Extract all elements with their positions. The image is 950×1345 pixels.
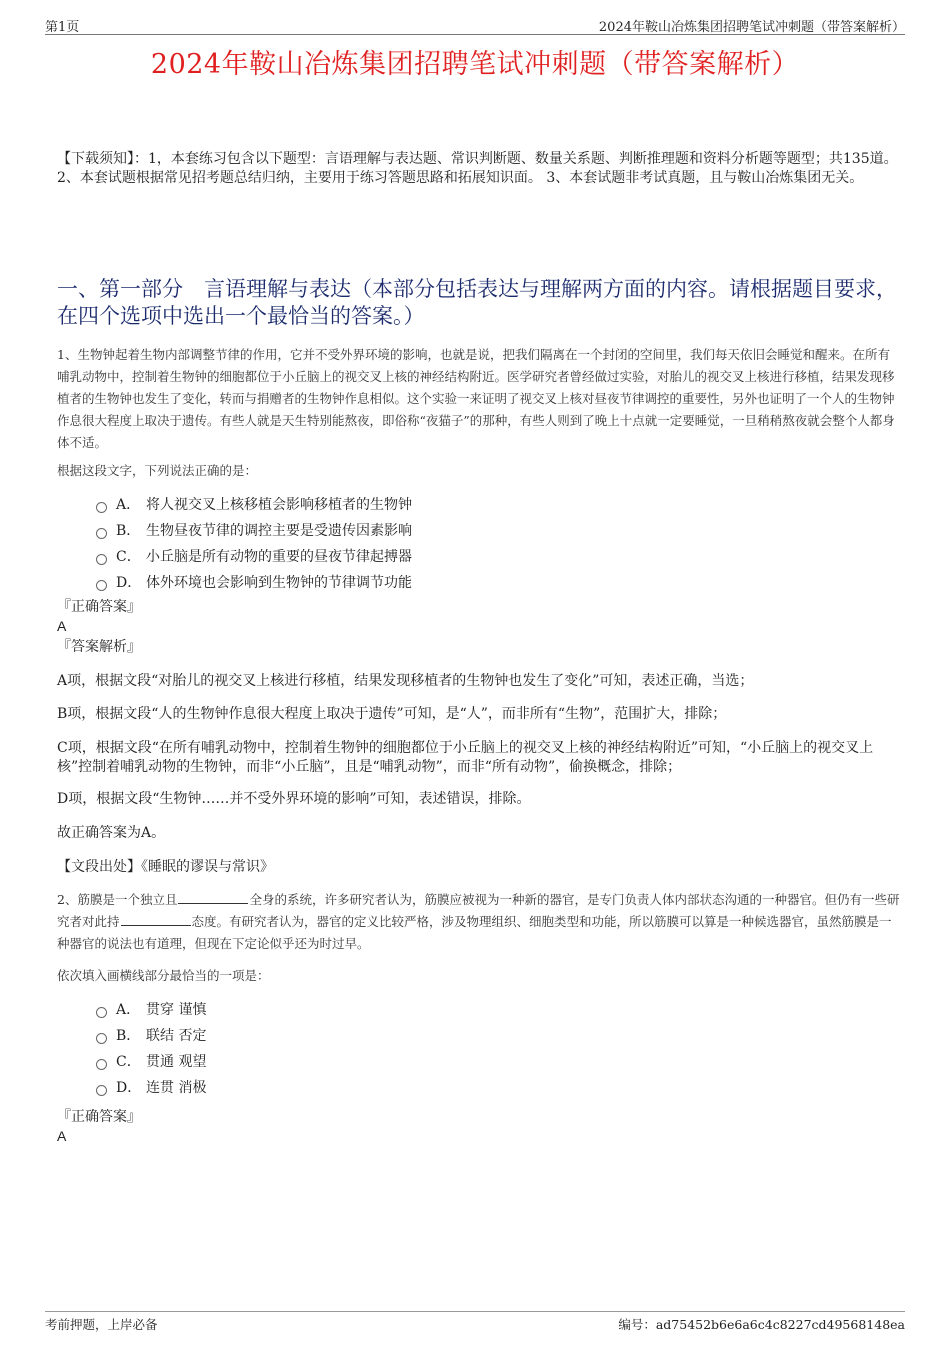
option-letter: D．: [116, 1080, 142, 1096]
option-letter: A．: [116, 1002, 141, 1018]
q1-question: 根据这段文字，下列说法正确的是：: [57, 463, 258, 478]
document-title: 2024年鞍山冶炼集团招聘笔试冲刺题（带答案解析）: [150, 49, 800, 80]
footer-slogan: 考前押题，上岸必备: [45, 1317, 158, 1332]
q2-answer-label: 『正确答案』: [57, 1109, 141, 1125]
option-letter: C．: [116, 549, 141, 565]
q2-stem-part-2: 全身的系统，许多研究者认为，筋膜应被视为一种新的器官，是专门负责人体内部状态沟通的一种器官。但仍有一些研究者对此持: [57, 892, 900, 929]
q2-option-b[interactable]: [96, 1023, 206, 1049]
section-heading: 一、第一部分 言语理解与表达（本部分包括表达与理解两方面的内容。请根据题目要求，在四个选项中选出一个最恰当的答案。）: [57, 277, 897, 328]
option-text: 小丘脑是所有动物的重要的昼夜节律起搏器: [146, 549, 412, 565]
q1-analysis-label: 『答案解析』: [57, 639, 141, 655]
footer-doc-id: 编号：ad75452b6e6a6c4c8227cd49568148ea: [618, 1317, 905, 1332]
q2-option-c[interactable]: [96, 1049, 206, 1075]
radio-icon[interactable]: [96, 1007, 107, 1018]
q1-option-a[interactable]: [96, 492, 412, 518]
option-text: 生物昼夜节律的调控主要是受遗传因素影响: [146, 523, 412, 539]
page-footer: [45, 1311, 905, 1336]
q2-option-a[interactable]: [96, 997, 206, 1023]
q2-question: 依次填入画横线部分最恰当的一项是：: [57, 968, 270, 983]
q1-answer: A: [57, 618, 67, 634]
q1-conclusion: 故正确答案为A。: [57, 825, 166, 841]
q2-blank-1: [178, 891, 248, 904]
option-text: 将人视交叉上核移植会影响移植者的生物钟: [146, 497, 412, 513]
q1-stem: 1、生物钟起着生物内部调整节律的作用，它并不受外界环境的影响，也就是说，把我们隔离在一个封闭的空间里，我们每天依旧会睡觉和醒来。在所有哺乳动物中，控制着生物钟的细胞都位于小丘脑上的视交叉上核的神经结构附近。医学研究者曾经做过实验，对胎儿的视交叉上核进行移植，结果发现移植者的生物钟也发生了变化，转而与捐赠者的生物钟作息相似。这个实验一来证明了视交叉上核对昼夜节律调控的重要性，另外也证明了一个人的生物钟作息很大程度上取决于遗传。有些人就是天生特别能熬夜，即俗称“夜猫子”的那种，有些人则到了晚上十点就一定要睡觉，一旦稍稍熬夜就会整个人都身体不适。: [57, 347, 895, 450]
q1-analysis-c: C项，根据文段“在所有哺乳动物中，控制着生物钟的细胞都位于小丘脑上的视交叉上核的神经结构附近”可知，“小丘脑上的视交叉上核”控制着哺乳动物的生物钟，而非“小丘脑”，且是“哺乳动物”，而非“所有动物”，偷换概念，排除；: [57, 740, 874, 775]
q1-option-c[interactable]: [96, 544, 412, 570]
q2-blank-2: [121, 913, 191, 926]
q2-option-d[interactable]: [96, 1075, 206, 1101]
radio-icon[interactable]: [96, 1085, 107, 1096]
option-text: 连贯 消极: [146, 1080, 207, 1096]
q1-option-d[interactable]: [96, 570, 412, 596]
q2-stem-part-3: 态度。有研究者认为，器官的定义比较严格，涉及物理组织、细胞类型和功能，所以筋膜可以算是一种候选器官，虽然筋膜是一种器官的说法也有道理，但现在下定论似乎还为时过早。: [57, 914, 892, 951]
q1-analysis-b: B项，根据文段“人的生物钟作息很大程度上取决于遗传”可知，是“人”，而非所有“生物”，范围扩大，排除；: [57, 706, 727, 722]
radio-icon[interactable]: [96, 1033, 107, 1044]
radio-icon[interactable]: [96, 1059, 107, 1070]
radio-icon[interactable]: [96, 580, 107, 591]
option-letter: B．: [116, 523, 141, 539]
q1-source: 【文段出处】《睡眠的谬误与常识》: [57, 859, 274, 875]
option-letter: A．: [116, 497, 141, 513]
q2-options: [96, 997, 206, 1101]
radio-icon[interactable]: [96, 502, 107, 513]
radio-icon[interactable]: [96, 528, 107, 539]
q1-options: [96, 492, 412, 596]
option-text: 体外环境也会影响到生物钟的节律调节功能: [146, 575, 412, 591]
q1-analysis-a: A项，根据文段“对胎儿的视交叉上核进行移植，结果发现移植者的生物钟也发生了变化”可知，表述正确，当选；: [57, 673, 754, 689]
header-doc-title: 2024年鞍山冶炼集团招聘笔试冲刺题（带答案解析）: [598, 20, 905, 35]
option-letter: C．: [116, 1054, 141, 1070]
option-letter: D．: [116, 575, 142, 591]
q2-stem-part-1: 2、筋膜是一个独立且: [57, 892, 178, 907]
q2-stem: [57, 889, 902, 955]
download-notice: 【下载须知】：1，本套练习包含以下题型：言语理解与表达题、常识判断题、数量关系题、判断推理题和资料分析题等题型；共135道。 2、本套试题根据常见招考题总结归纳，主要用于练习答题思路和拓展知识面。 3、本套试题非考试真题，且与鞍山冶炼集团无关。: [57, 151, 898, 186]
option-letter: B．: [116, 1028, 141, 1044]
page-number: 第1页: [45, 20, 80, 35]
option-text: 联结 否定: [146, 1028, 207, 1044]
q1-analysis-d: D项，根据文段“生物钟……并不受外界环境的影响”可知，表述错误，排除。: [57, 791, 531, 807]
q1-option-b[interactable]: [96, 518, 412, 544]
option-text: 贯通 观望: [146, 1054, 207, 1070]
q2-answer: A: [57, 1128, 67, 1144]
radio-icon[interactable]: [96, 554, 107, 565]
option-text: 贯穿 谨慎: [146, 1002, 207, 1018]
page-header: [45, 14, 905, 35]
q1-answer-label: 『正确答案』: [57, 599, 141, 615]
